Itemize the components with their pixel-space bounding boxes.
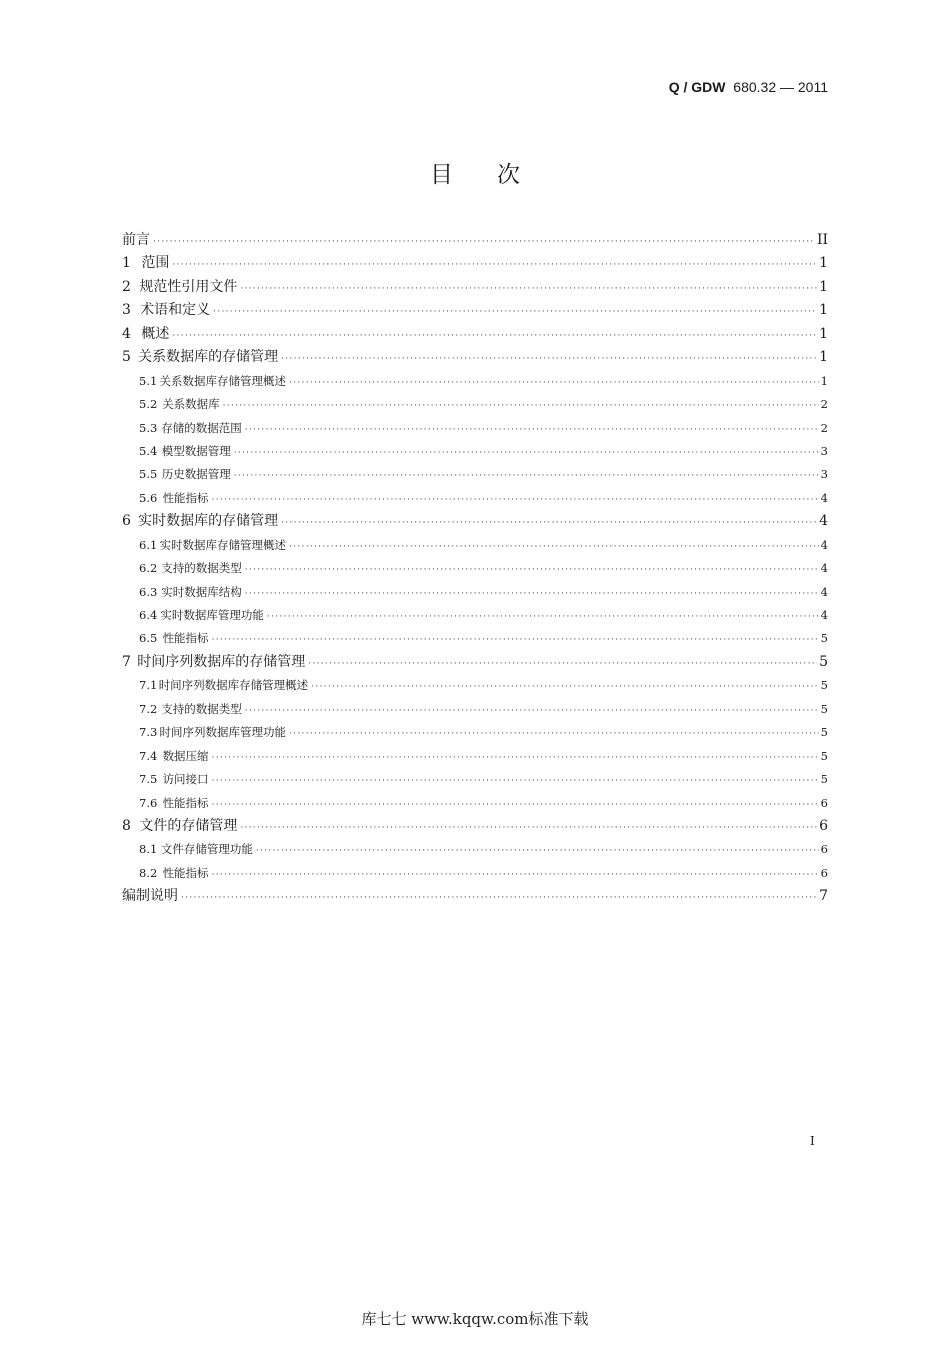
toc-leader-dots — [153, 238, 815, 247]
toc-entry-number: 5.6 — [139, 490, 158, 505]
toc-entry-page: 1 — [819, 255, 828, 272]
toc-leader-dots — [289, 730, 819, 739]
toc-entry-page: 5 — [820, 678, 828, 693]
toc-entry[interactable] — [122, 604, 828, 627]
toc-entry[interactable] — [122, 768, 828, 791]
toc-entry[interactable] — [122, 534, 828, 557]
toc-leader-dots — [289, 379, 819, 388]
toc-entry-label: 实时数据库结构 — [161, 584, 242, 599]
toc-entry-page: 5 — [820, 631, 828, 646]
toc-leader-dots — [256, 847, 819, 856]
table-of-contents — [122, 229, 828, 909]
toc-entry[interactable] — [122, 510, 828, 533]
toc-entry-number: 5.4 — [139, 443, 158, 458]
toc-leader-dots — [245, 590, 819, 599]
toc-entry-label: 术语和定义 — [140, 302, 211, 319]
toc-entry[interactable] — [122, 674, 828, 697]
toc-entry-page: II — [816, 232, 828, 248]
toc-entry-label: 性能指标 — [162, 865, 209, 880]
toc-entry-label: 规范性引用文件 — [139, 278, 238, 295]
toc-entry-number: 7.6 — [139, 795, 158, 810]
toc-leader-dots — [212, 496, 819, 505]
toc-entry-label: 概述 — [141, 325, 170, 342]
toc-entry-page: 1 — [820, 373, 828, 388]
page-number: I — [810, 1134, 815, 1148]
toc-entry[interactable] — [122, 745, 828, 768]
toc-entry[interactable] — [122, 393, 828, 416]
toc-entry[interactable] — [122, 299, 828, 322]
toc-entry-label: 时间序列数据库管理功能 — [159, 725, 287, 740]
toc-leader-dots — [245, 426, 819, 435]
toc-entry-number: 6 — [122, 513, 131, 530]
toc-entry-page: 4 — [820, 561, 828, 576]
toc-leader-dots — [245, 566, 819, 575]
toc-leader-dots — [281, 519, 817, 528]
toc-entry-number: 5.5 — [139, 467, 158, 482]
toc-entry-page: 4 — [820, 608, 828, 622]
toc-entry-page: 1 — [819, 325, 828, 342]
toc-entry-page: 4 — [820, 584, 828, 599]
toc-entry-label: 文件的存储管理 — [139, 817, 238, 834]
toc-entry-number: 5.1 — [139, 373, 158, 388]
toc-leader-dots — [213, 308, 817, 317]
toc-leader-dots — [240, 285, 817, 294]
toc-entry[interactable] — [122, 721, 828, 744]
toc-entry-page: 1 — [819, 302, 828, 319]
toc-entry-number: 6.4 — [139, 608, 158, 622]
footer-watermark: 库七七 www.kqqw.com标准下载 — [361, 1310, 589, 1328]
toc-entry[interactable] — [122, 323, 828, 346]
toc-entry-page: 4 — [819, 513, 828, 530]
toc-entry-number: 5.3 — [139, 420, 158, 435]
toc-entry[interactable] — [122, 557, 828, 580]
toc-entry-page: 5 — [820, 772, 828, 787]
toc-entry-page: 6 — [819, 817, 828, 834]
toc-entry-number: 7.3 — [139, 725, 158, 740]
toc-leader-dots — [234, 472, 819, 481]
toc-entry-label: 实时数据库的存储管理 — [138, 513, 279, 530]
toc-title: 目次 — [430, 162, 564, 188]
toc-entry-number: 6.2 — [139, 561, 158, 576]
toc-entry-number: 6.3 — [139, 584, 158, 599]
toc-leader-dots — [267, 613, 819, 622]
toc-entry-label: 范围 — [141, 255, 170, 272]
toc-entry-page: 6 — [820, 795, 828, 810]
toc-entry-page: 5 — [820, 725, 828, 740]
toc-entry-number: 5 — [122, 349, 131, 366]
toc-leader-dots — [234, 449, 819, 458]
toc-entry-page: 5 — [820, 701, 828, 716]
toc-entry-label: 关系数据库的存储管理 — [138, 349, 279, 366]
toc-entry-label: 关系数据库存储管理概述 — [159, 373, 287, 388]
toc-leader-dots — [181, 894, 817, 903]
toc-entry[interactable] — [122, 862, 828, 885]
toc-entry-number: 6.5 — [139, 631, 158, 646]
toc-leader-dots — [281, 355, 817, 364]
toc-leader-dots — [240, 824, 817, 833]
toc-entry[interactable] — [122, 838, 828, 861]
toc-entry-label: 模型数据管理 — [161, 443, 231, 458]
toc-leader-dots — [223, 402, 819, 411]
toc-entry[interactable] — [122, 815, 828, 838]
toc-entry[interactable] — [122, 252, 828, 275]
toc-entry-label: 实时数据库存储管理概述 — [159, 537, 287, 552]
toc-entry[interactable] — [122, 440, 828, 463]
toc-entry-page: 1 — [819, 278, 828, 295]
toc-entry[interactable] — [122, 346, 828, 369]
toc-entry-page: 3 — [820, 467, 828, 482]
toc-entry-page: 2 — [820, 420, 828, 435]
toc-entry-label: 存储的数据范围 — [161, 420, 242, 435]
toc-entry-page: 1 — [819, 349, 828, 366]
toc-entry-page: 5 — [819, 653, 828, 670]
toc-entry-label: 关系数据库 — [162, 397, 220, 412]
toc-entry-label: 支持的数据类型 — [161, 561, 242, 576]
toc-leader-dots — [311, 683, 818, 692]
toc-entry-page: 3 — [820, 443, 828, 458]
toc-entry[interactable] — [122, 792, 828, 815]
toc-entry-page: 7 — [819, 888, 828, 905]
toc-entry-number: 3 — [122, 302, 131, 319]
toc-entry[interactable] — [122, 229, 828, 252]
toc-entry-number: 7.5 — [139, 772, 158, 787]
toc-entry-page: 4 — [820, 490, 828, 505]
toc-entry[interactable] — [122, 487, 828, 510]
toc-entry[interactable] — [122, 885, 828, 908]
toc-leader-dots — [245, 707, 819, 716]
toc-entry-number: 8 — [122, 817, 131, 834]
toc-entry-page: 4 — [820, 537, 828, 552]
toc-entry-page: 6 — [820, 865, 828, 880]
toc-entry-label: 历史数据管理 — [161, 467, 231, 482]
toc-entry-label: 实时数据库管理功能 — [160, 608, 264, 622]
toc-entry-number: 6.1 — [139, 537, 158, 552]
toc-entry-page: 6 — [820, 842, 828, 857]
document-code — [669, 79, 828, 95]
toc-entry-label: 编制说明 — [122, 888, 178, 905]
toc-entry[interactable] — [122, 276, 828, 299]
toc-leader-dots — [289, 543, 819, 552]
toc-entry[interactable] — [122, 581, 828, 604]
toc-leader-dots — [172, 332, 817, 341]
toc-leader-dots — [212, 801, 819, 810]
toc-entry-label: 性能指标 — [162, 631, 209, 646]
toc-entry-number: 2 — [122, 278, 131, 295]
document-code-prefix: Q / GDW — [668, 79, 726, 95]
toc-entry-label: 访问接口 — [162, 772, 209, 787]
toc-entry-label: 性能指标 — [162, 490, 209, 505]
toc-entry-number: 7 — [122, 653, 131, 670]
toc-entry[interactable] — [122, 698, 828, 721]
toc-entry-label: 支持的数据类型 — [161, 701, 242, 716]
toc-leader-dots — [212, 777, 819, 786]
toc-entry-number: 7.4 — [139, 748, 158, 763]
toc-entry-label: 文件存储管理功能 — [160, 842, 253, 857]
toc-entry-label: 性能指标 — [162, 795, 209, 810]
toc-entry[interactable] — [122, 463, 828, 486]
toc-leader-dots — [212, 871, 819, 880]
toc-leader-dots — [212, 754, 819, 763]
toc-entry-label: 前言 — [122, 232, 150, 248]
document-code-number: 680.32 — 2011 — [733, 79, 828, 95]
toc-entry-number: 7.2 — [139, 701, 158, 716]
toc-entry-label: 时间序列数据库的存储管理 — [137, 653, 306, 670]
toc-entry-number: 8.2 — [139, 865, 158, 880]
toc-entry-number: 1 — [122, 255, 131, 272]
toc-entry[interactable] — [122, 651, 828, 674]
toc-leader-dots — [172, 261, 817, 270]
toc-entry-label: 时间序列数据库存储管理概述 — [158, 678, 309, 693]
toc-entry-page: 5 — [820, 748, 828, 763]
toc-entry[interactable] — [122, 417, 828, 440]
toc-entry-number: 4 — [122, 325, 131, 342]
toc-entry[interactable] — [122, 370, 828, 393]
toc-entry[interactable] — [122, 627, 828, 650]
toc-leader-dots — [212, 636, 819, 645]
toc-entry-number: 8.1 — [139, 842, 158, 857]
toc-entry-number: 7.1 — [139, 678, 158, 693]
toc-entry-number: 5.2 — [139, 397, 158, 412]
toc-leader-dots — [308, 660, 817, 669]
toc-entry-label: 数据压缩 — [162, 748, 209, 763]
toc-entry-page: 2 — [820, 397, 828, 412]
